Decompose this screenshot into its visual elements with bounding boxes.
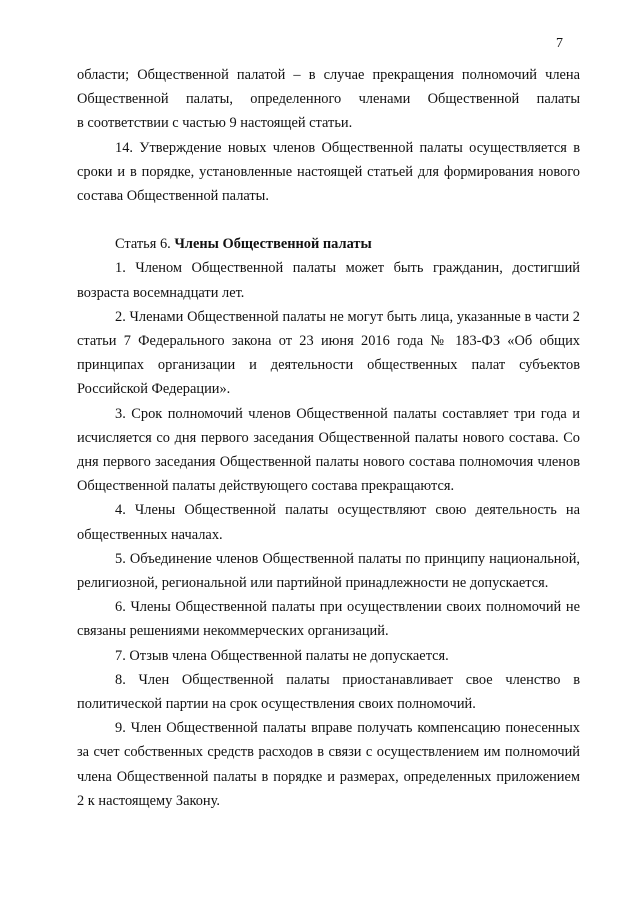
article-item-4: 4. Члены Общественной палаты осуществляют свою деятельность на общественных началах.: [77, 502, 580, 543]
document-body: [77, 63, 580, 813]
article-prefix: Статья 6.: [115, 236, 171, 253]
article-item-6: 6. Члены Общественной палаты при осуществлении своих полномочий не связаны решениями некоммерческих организаций.: [77, 599, 580, 640]
page-number: 7: [556, 36, 563, 51]
article-title: Члены Общественной палаты: [174, 236, 372, 253]
article-heading: [77, 232, 580, 256]
article-item-8: 8. Член Общественной палаты приостанавливает свое членство в политической партии на срок осуществления своих полномочий.: [77, 671, 580, 713]
article-item-9: 9. Член Общественной палаты вправе получать компенсацию понесенных за счет собственных средств расходов в связи с осуществлением им полномочий члена Общественной палаты в порядке и размерах, определенных приложением 2 к настоящему Закону.: [77, 720, 580, 809]
article-item-1: 1. Членом Общественной палаты может быть гражданин, достигший возраста восемнадцати лет.: [77, 260, 580, 301]
continuation-line-2: Общественной палаты, определенного членами Общественной палаты: [77, 91, 580, 108]
paragraph-14: 14. Утверждение новых членов Общественной палаты осуществляется в сроки и в порядке, установленные настоящей статьей для формирования нового состава Общественной палаты.: [77, 139, 580, 205]
article-item-3: 3. Срок полномочий членов Общественной палаты составляет три года и исчисляется со дня первого заседания Общественной палаты нового состава. Со дня первого заседания Общественной палаты нового состава полномочия членов Общественной палаты действующего состава прекращаются.: [77, 405, 580, 495]
article-item-2: 2. Членами Общественной палаты не могут быть лица, указанные в части 2 статьи 7 Федерального закона от 23 июня 2016 года № 183-ФЗ «Об общих принципах организации и деятельности общественных палат субъектов Российской Федерации».: [77, 308, 580, 398]
article-item-5: 5. Объединение членов Общественной палаты по принципу национальной, религиозной, региональной или партийной принадлежности не допускается.: [77, 550, 580, 592]
continuation-line-3: в соответствии с частью 9 настоящей статьи.: [77, 115, 353, 132]
continuation-line-1: области; Общественной палатой – в случае прекращения полномочий члена: [77, 67, 580, 83]
article-item-7: 7. Отзыв члена Общественной палаты не допускается.: [115, 647, 449, 664]
